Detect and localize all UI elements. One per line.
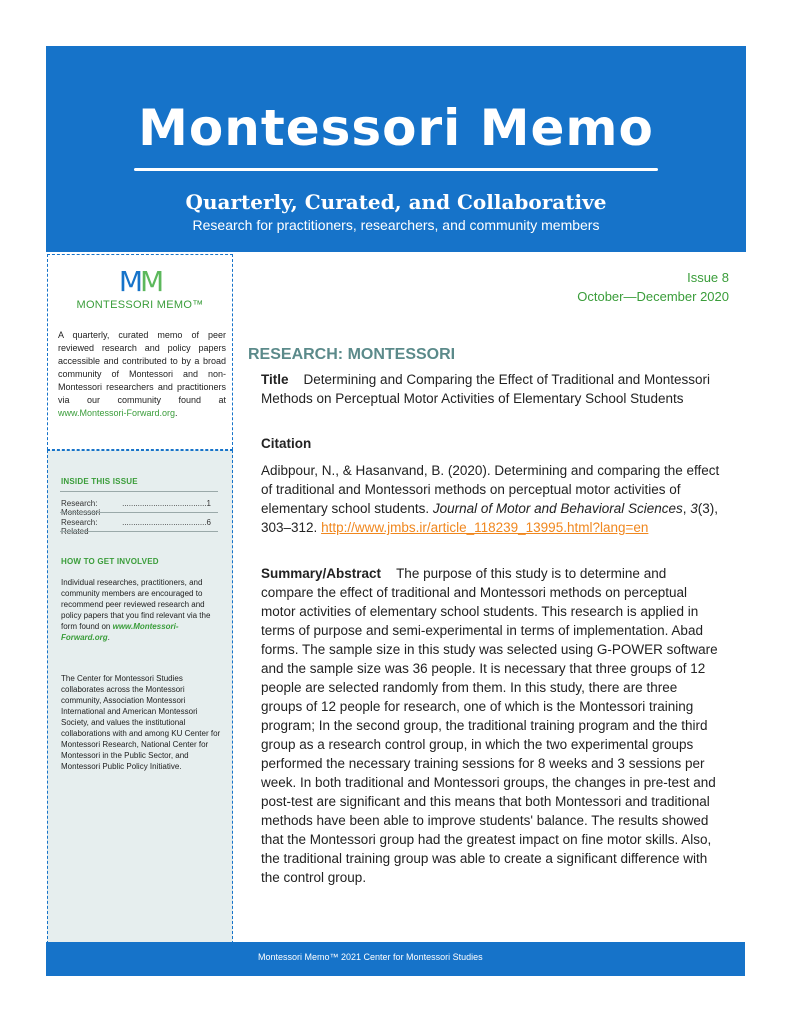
article-title-block [261, 370, 721, 408]
issue-number: Issue 8 [687, 270, 729, 285]
get-involved-text: Individual researches, practitioners, and community members are encouraged to recommend peer reviewed research and policy papers that you find relevant via the form found on www.Montessori-Forward.org. [61, 578, 211, 642]
toc-item-research-montessori[interactable]: Research: Montessori ...................................... 1 [61, 499, 211, 517]
memo-subtitle: Quarterly, Curated, and Collaborative [185, 190, 607, 214]
center-description: The Center for Montessori Studies collaborates across the Montessori community, Association Montessori International and American Montessori Society, and values the institutional collaborations with and among KU Center for Montessori Research, National Center for Montessori in the Public Sector, and Montessori Public Policy Initiative. [61, 674, 221, 771]
toc-divider [60, 491, 218, 492]
title-label: Title [261, 372, 289, 387]
toc-divider [60, 512, 218, 513]
toc-divider [60, 531, 218, 532]
involved-link[interactable]: www.Montessori-Forward.org [61, 622, 179, 642]
citation-link[interactable]: http://www.jmbs.ir/article_118239_13995.html?lang=en [321, 520, 649, 535]
community-link[interactable]: www.Montessori-Forward.org [58, 408, 176, 418]
title-divider [134, 168, 658, 171]
inside-issue-heading: INSIDE THIS ISSUE [61, 477, 138, 486]
sidebar-description: A quarterly, curated memo of peer reviewed research and policy papers accessible and contributed to by a broad community of Montessori and non-Montessori researchers and practitioners via our community found at www.Montessori-Forward.org. [58, 330, 226, 418]
summary-text: The purpose of this study is to determine and compare the effect of traditional and Montessori methods on perceptual motor activities of elementary school students. This research is applied in terms of purpose and semi-experimental in terms of implementation. Abad forms. The sample size in this study was selected using G-POWER software and the sample size was 36 people. It is necessary that three groups of 12 people are selected randomly from them. In this study, there are three groups of 12 people for research, one of which is the Montessori training program; In the second group, the traditional training program and the third group as a research control group, in which the two experimental groups performed the necessary training sessions for 8 weeks and 3 sessions per week. In both traditional and Montessori groups, the changes in pre-test and post-test are significant and this means that both Montessori and traditional methods have been able to improve students' balance. The results showed that the Montessori group had the greatest impact on fine motor skills. Also, the traditional training group was able to create a significant difference with the control group. [261, 566, 718, 885]
header-banner [46, 46, 746, 252]
memo-title: Montessori Memo [138, 99, 654, 157]
sidebar-info-box [47, 450, 233, 944]
memo-tagline: Research for practitioners, researchers, and community members [192, 217, 600, 233]
mm-logo-icon: MM [118, 265, 162, 298]
logo-text: MONTESSORI MEMO™ [76, 299, 204, 311]
citation-heading: Citation [261, 436, 312, 451]
toc-item-research-related[interactable]: Research: Related ...................................... 6 [61, 518, 211, 536]
citation-block: Adibpour, N., & Hasanvand, B. (2020). Determining and comparing the effect of traditional and Montessori methods on perceptual motor activities of elementary school students. Journal of Motor and Behavioral Sciences, 3(3), 303–312. http://www.jmbs.ir/article_118239_13995.html?lang=en [261, 463, 720, 535]
footer-bar [46, 942, 745, 976]
footer-text: Montessori Memo™ 2021 Center for Montessori Studies [258, 952, 483, 962]
summary-label: Summary/Abstract [261, 566, 382, 581]
summary-block [261, 564, 721, 887]
article-title: Determining and Comparing the Effect of Traditional and Montessori Methods on Perceptual Motor Activities of Elementary School Students [261, 372, 711, 406]
get-involved-heading: HOW TO GET INVOLVED [61, 557, 159, 566]
sidebar-about-box [47, 254, 233, 450]
section-heading: RESEARCH: MONTESSORI [248, 346, 456, 363]
issue-info [577, 268, 729, 306]
issue-period: October—December 2020 [577, 289, 729, 304]
